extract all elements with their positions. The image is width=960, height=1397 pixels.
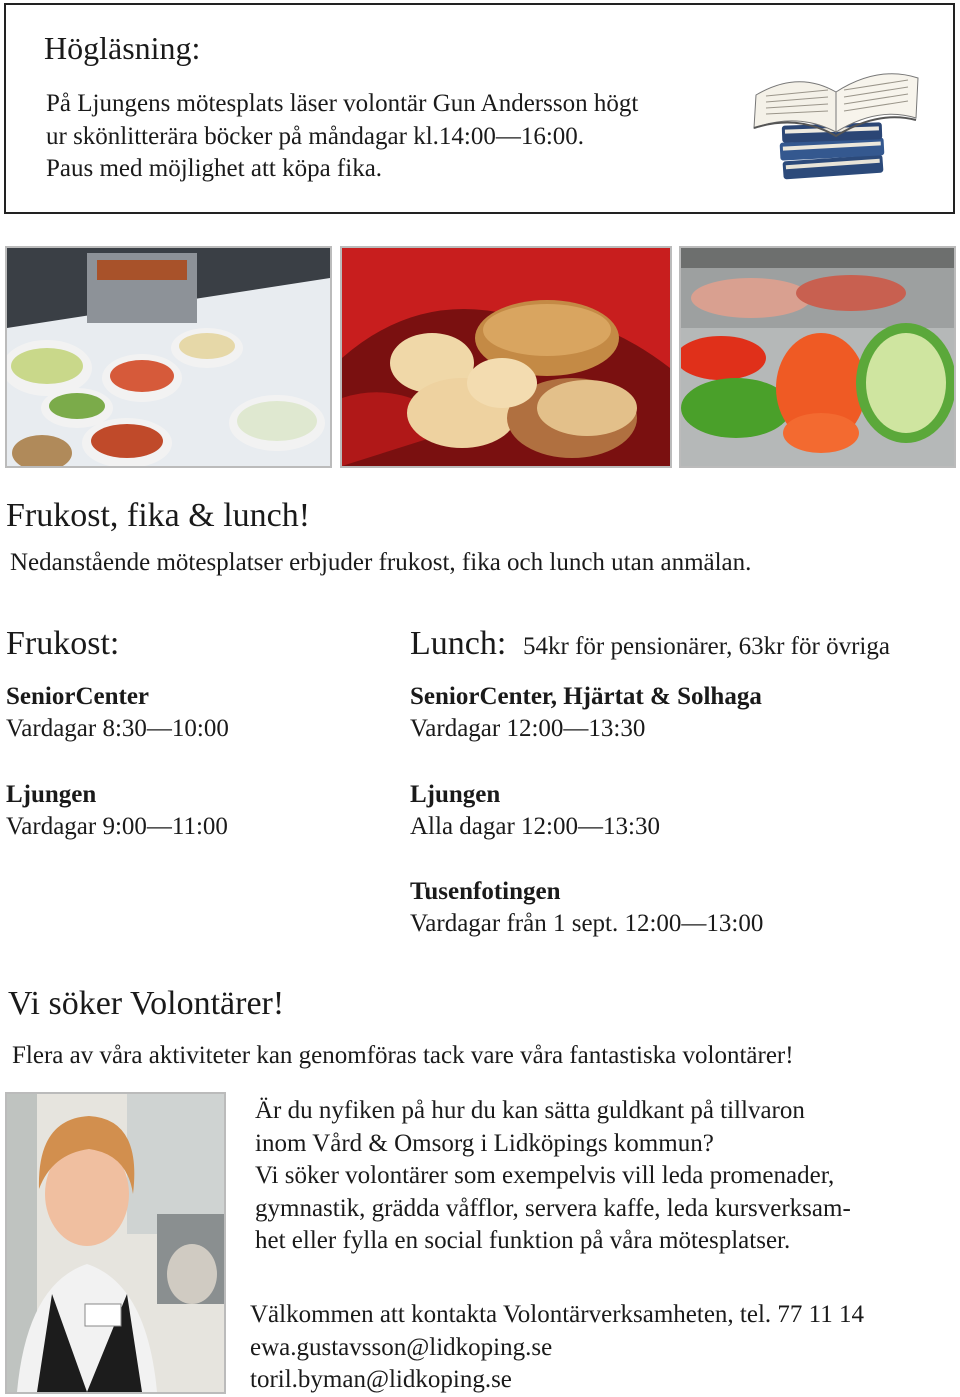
- vegetables-photo: [679, 246, 956, 468]
- contact-email-link[interactable]: ewa.gustavsson@lidkoping.se: [250, 1334, 553, 1361]
- lunch-title: Lunch:: [410, 625, 507, 662]
- reading-text-line-1: På Ljungens mötesplats läser volontär Gun Andersson högt: [46, 90, 639, 117]
- lunch-place-time: Vardagar 12:00—13:30: [410, 715, 646, 742]
- volunteer-title: Vi söker Volontärer!: [8, 985, 285, 1022]
- reading-text-line-3: Paus med möjlighet att köpa fika.: [46, 155, 383, 182]
- breakfast-place-name: Ljungen: [6, 781, 97, 808]
- food-title: Frukost, fika & lunch!: [6, 497, 311, 534]
- volunteer-text-line-5: het eller fylla en social funktion på våra mötesplatser.: [255, 1227, 791, 1254]
- reading-text-line-2: ur skönlitterära böcker på måndagar kl.14:00—16:00.: [46, 123, 585, 150]
- lunch-place-time: Alla dagar 12:00—13:30: [410, 813, 660, 840]
- lunch-place-time: Vardagar från 1 sept. 12:00—13:00: [410, 910, 764, 937]
- lunch-place-name: Ljungen: [410, 781, 501, 808]
- lunch-place-name: SeniorCenter, Hjärtat & Solhaga: [410, 683, 762, 710]
- breakfast-title: Frukost:: [6, 625, 120, 662]
- volunteer-intro: Flera av våra aktiviteter kan genomföras tack vare våra fantastiska volontärer!: [12, 1042, 794, 1069]
- breakfast-place-time: Vardagar 8:30—10:00: [6, 715, 229, 742]
- contact-email-link[interactable]: toril.byman@lidkoping.se: [250, 1366, 512, 1393]
- volunteer-text-line-1: Är du nyfiken på hur du kan sätta guldkant på tillvaron: [255, 1097, 805, 1124]
- food-intro: Nedanstående mötesplatser erbjuder frukost, fika och lunch utan anmälan.: [10, 549, 752, 576]
- books-image: [748, 40, 923, 190]
- volunteer-text-line-4: gymnastik, grädda våfflor, servera kaffe, leda kursverksam-: [255, 1195, 851, 1222]
- reading-title: Högläsning:: [44, 30, 201, 66]
- breakfast-place-time: Vardagar 9:00—11:00: [6, 813, 228, 840]
- volunteer-text-line-3: Vi söker volontärer som exempelvis vill leda promenader,: [255, 1162, 835, 1189]
- lunch-price: 54kr för pensionärer, 63kr för övriga: [523, 633, 890, 660]
- contact-text: Välkommen att kontakta Volontärverksamheten, tel. 77 11 14: [250, 1301, 864, 1328]
- lunch-place-name: Tusenfotingen: [410, 878, 561, 905]
- breakfast-place-name: SeniorCenter: [6, 683, 150, 710]
- volunteer-photo: [5, 1092, 226, 1394]
- volunteer-text-line-2: inom Vård & Omsorg i Lidköpings kommun?: [255, 1130, 714, 1157]
- bread-photo: [340, 246, 672, 468]
- buffet-photo: [5, 246, 332, 468]
